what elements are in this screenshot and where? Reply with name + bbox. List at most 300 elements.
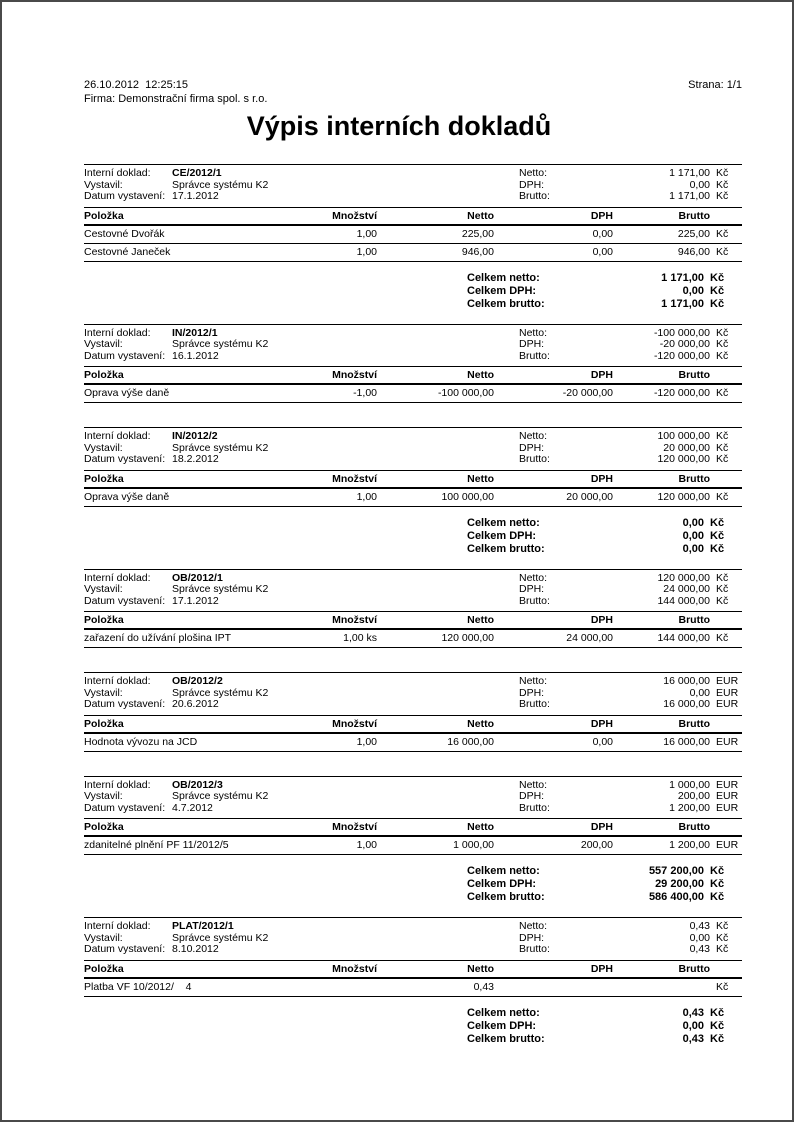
issue-date-value: 18.2.2012 xyxy=(172,453,219,465)
netto-label: Netto: xyxy=(519,571,548,584)
column-qty: Množství xyxy=(332,614,377,626)
document-netto-currency: EUR xyxy=(716,778,739,791)
document-number: OB/2012/2 xyxy=(172,675,223,687)
column-brutto: Brutto xyxy=(678,472,710,485)
spacer xyxy=(84,865,467,878)
netto-label: Netto: xyxy=(519,326,548,339)
totals-brutto-currency: Kč xyxy=(710,542,725,555)
column-item: Položka xyxy=(84,821,124,833)
brutto-label: Brutto: xyxy=(519,943,550,955)
issue-date-value: 8.10.2012 xyxy=(172,943,219,955)
issue-date-label: Datum vystavení: xyxy=(84,698,166,710)
column-netto: Netto xyxy=(467,614,494,626)
totals-dph-value: 29 200,00 xyxy=(655,878,704,890)
item-netto: 225,00 xyxy=(461,227,494,240)
table-header xyxy=(84,611,742,630)
item-name: zařazení do užívání plošina IPT xyxy=(84,632,232,644)
spacer xyxy=(84,1020,467,1033)
item-netto: 0,43 xyxy=(473,980,494,993)
column-item: Položka xyxy=(84,472,124,485)
column-currency-spacer xyxy=(710,614,742,626)
column-qty: Množství xyxy=(332,821,377,833)
item-qty: 1,00 xyxy=(356,245,377,258)
totals-brutto-currency: Kč xyxy=(710,297,725,310)
column-item: Položka xyxy=(84,369,124,381)
column-netto: Netto xyxy=(467,209,494,222)
totals-dph-value: 0,00 xyxy=(682,1019,704,1032)
column-currency-spacer xyxy=(710,821,742,833)
document-brutto: 1 200,00 xyxy=(669,801,710,814)
spacer xyxy=(84,530,467,543)
document-meta xyxy=(84,428,742,470)
issue-date-value: 20.6.2012 xyxy=(172,698,219,710)
issued-by-value: Správce systému K2 xyxy=(172,338,269,350)
document-brutto-currency: Kč xyxy=(716,594,729,607)
group-totals xyxy=(84,272,742,311)
issue-date-value: 4.7.2012 xyxy=(172,801,213,814)
document-brutto-currency: Kč xyxy=(716,453,729,465)
spacer xyxy=(84,878,467,891)
issued-by-value: Správce systému K2 xyxy=(172,686,269,699)
document-dph-currency: EUR xyxy=(716,790,739,802)
spacer xyxy=(84,543,467,556)
column-dph: DPH xyxy=(590,614,613,626)
page-number: Strana: 1/1 xyxy=(688,79,742,91)
document-dph-currency: Kč xyxy=(716,931,729,944)
totals-netto-currency: Kč xyxy=(710,271,725,284)
dph-label: DPH: xyxy=(519,441,545,454)
spacer xyxy=(84,1007,467,1020)
document-netto-currency: Kč xyxy=(716,430,729,442)
document-brutto-currency: Kč xyxy=(716,943,729,955)
document-netto-currency: Kč xyxy=(716,920,729,932)
spacer xyxy=(84,298,467,311)
document-meta xyxy=(84,777,742,819)
document-dph: 0,00 xyxy=(689,686,710,699)
item-dph: 0,00 xyxy=(592,735,613,748)
spacer xyxy=(84,517,467,530)
document-section xyxy=(84,569,742,649)
item-rows xyxy=(84,837,742,855)
item-qty: -1,00 xyxy=(353,387,377,399)
totals-dph-currency: Kč xyxy=(710,284,725,297)
totals-brutto-label: Celkem brutto: xyxy=(467,297,545,310)
netto-label: Netto: xyxy=(519,920,548,932)
issue-date-label: Datum vystavení: xyxy=(84,349,166,362)
issued-by-label: Vystavil: xyxy=(84,338,123,350)
table-header xyxy=(84,366,742,385)
dph-label: DPH: xyxy=(519,790,545,802)
totals-netto-currency: Kč xyxy=(710,1006,725,1019)
document-brutto: 120 000,00 xyxy=(657,453,710,465)
netto-label: Netto: xyxy=(519,167,548,179)
totals-netto-line xyxy=(84,517,742,530)
document-netto: -100 000,00 xyxy=(653,326,710,339)
totals-netto-currency: Kč xyxy=(710,865,725,877)
totals-netto-value: 0,43 xyxy=(682,1006,704,1019)
brutto-label: Brutto: xyxy=(519,190,550,202)
column-qty: Množství xyxy=(332,717,377,730)
brutto-label: Brutto: xyxy=(519,801,550,814)
issue-date-value: 16.1.2012 xyxy=(172,349,219,362)
item-qty: 1,00 xyxy=(356,839,377,851)
document-brutto-currency: EUR xyxy=(716,698,739,710)
table-header xyxy=(84,960,742,979)
column-brutto: Brutto xyxy=(678,614,710,626)
table-header xyxy=(84,818,742,837)
issue-date-label: Datum vystavení: xyxy=(84,801,166,814)
spacer xyxy=(84,285,467,298)
item-rows xyxy=(84,630,742,648)
document-netto-currency: Kč xyxy=(716,571,729,584)
column-item: Položka xyxy=(84,614,124,626)
totals-dph-value: 0,00 xyxy=(682,529,704,542)
brutto-label: Brutto: xyxy=(519,594,550,607)
document-netto: 1 171,00 xyxy=(669,167,710,179)
item-brutto: 1 200,00 xyxy=(669,839,710,851)
item-currency: EUR xyxy=(716,839,739,851)
column-brutto: Brutto xyxy=(678,209,710,222)
item-row xyxy=(84,385,742,403)
document-dph-currency: Kč xyxy=(716,178,729,191)
column-dph: DPH xyxy=(590,472,613,485)
page-header xyxy=(84,78,742,92)
report-content xyxy=(84,78,742,1046)
document-dph: 0,00 xyxy=(689,931,710,944)
document-brutto-currency: EUR xyxy=(716,801,739,814)
document-section xyxy=(84,776,742,856)
document-netto: 16 000,00 xyxy=(663,675,710,687)
totals-netto-label: Celkem netto: xyxy=(467,516,540,529)
totals-dph-label: Celkem DPH: xyxy=(467,284,537,297)
totals-dph-line xyxy=(84,530,742,543)
issued-by-value: Správce systému K2 xyxy=(172,583,269,595)
document-brutto: -120 000,00 xyxy=(653,349,710,362)
totals-dph-value: 0,00 xyxy=(682,284,704,297)
totals-brutto-label: Celkem brutto: xyxy=(467,542,545,555)
issue-date-label: Datum vystavení: xyxy=(84,594,166,607)
column-currency-spacer xyxy=(710,473,742,485)
item-netto: 100 000,00 xyxy=(441,490,494,503)
item-qty: 1,00 ks xyxy=(343,632,377,644)
column-dph: DPH xyxy=(590,369,613,381)
document-section xyxy=(84,917,742,997)
totals-netto-currency: Kč xyxy=(710,516,725,529)
spacer xyxy=(84,891,467,904)
dph-label: DPH: xyxy=(519,338,545,350)
document-brutto: 0,43 xyxy=(689,943,710,955)
item-netto: 1 000,00 xyxy=(453,839,494,851)
document-brutto: 144 000,00 xyxy=(657,594,710,607)
column-netto: Netto xyxy=(467,962,494,975)
document-section xyxy=(84,672,742,752)
internal-doc-label: Interní doklad: xyxy=(84,430,151,442)
dph-label: DPH: xyxy=(519,686,545,699)
issue-date-label: Datum vystavení: xyxy=(84,943,166,955)
totals-dph-label: Celkem DPH: xyxy=(467,1019,537,1032)
totals-dph-line xyxy=(84,1020,742,1033)
dph-label: DPH: xyxy=(519,178,545,191)
issued-by-value: Správce systému K2 xyxy=(172,931,269,944)
document-netto-currency: EUR xyxy=(716,675,739,687)
document-netto-currency: Kč xyxy=(716,167,729,179)
issued-by-label: Vystavil: xyxy=(84,931,123,944)
totals-dph-label: Celkem DPH: xyxy=(467,878,537,890)
issued-by-value: Správce systému K2 xyxy=(172,790,269,802)
item-currency: Kč xyxy=(716,227,729,240)
item-rows xyxy=(84,489,742,507)
item-row xyxy=(84,837,742,855)
totals-brutto-currency: Kč xyxy=(710,1032,725,1045)
item-currency: Kč xyxy=(716,387,729,399)
document-netto: 0,43 xyxy=(689,920,710,932)
issued-by-value: Správce systému K2 xyxy=(172,441,269,454)
item-dph: 0,00 xyxy=(592,227,613,240)
item-name: Oprava výše daně xyxy=(84,387,170,399)
document-number: OB/2012/1 xyxy=(172,571,223,584)
column-qty: Množství xyxy=(332,472,377,485)
netto-label: Netto: xyxy=(519,778,548,791)
column-netto: Netto xyxy=(467,369,494,381)
column-brutto: Brutto xyxy=(678,962,710,975)
document-meta xyxy=(84,325,742,367)
document-dph: 24 000,00 xyxy=(663,583,710,595)
document-section xyxy=(84,164,742,262)
totals-netto-value: 557 200,00 xyxy=(648,865,704,877)
issued-by-label: Vystavil: xyxy=(84,178,123,191)
item-qty: 1,00 xyxy=(356,227,377,240)
column-netto: Netto xyxy=(467,472,494,485)
totals-brutto-line xyxy=(84,1033,742,1046)
totals-brutto-currency: Kč xyxy=(710,891,725,903)
document-number: IN/2012/1 xyxy=(172,326,218,339)
item-netto: 946,00 xyxy=(461,245,494,258)
item-name: zdanitelné plnění PF 11/2012/5 xyxy=(84,839,229,851)
item-brutto xyxy=(613,981,710,993)
document-section xyxy=(84,427,742,507)
item-brutto: -120 000,00 xyxy=(653,387,710,399)
item-dph: 0,00 xyxy=(592,245,613,258)
internal-doc-label: Interní doklad: xyxy=(84,675,151,687)
document-brutto: 1 171,00 xyxy=(669,190,710,202)
column-item: Položka xyxy=(84,209,124,222)
column-dph: DPH xyxy=(590,717,613,730)
document-netto: 120 000,00 xyxy=(657,571,710,584)
brutto-label: Brutto: xyxy=(519,698,550,710)
document-dph: -20 000,00 xyxy=(659,338,710,350)
item-rows xyxy=(84,979,742,997)
totals-netto-line xyxy=(84,1007,742,1020)
item-currency: EUR xyxy=(716,735,739,748)
item-brutto: 120 000,00 xyxy=(657,490,710,503)
column-qty: Množství xyxy=(332,209,377,222)
item-qty: 1,00 xyxy=(356,735,377,748)
totals-netto-line xyxy=(84,865,742,878)
table-header xyxy=(84,470,742,489)
totals-dph-currency: Kč xyxy=(710,878,725,890)
document-meta xyxy=(84,165,742,207)
column-currency-spacer xyxy=(710,369,742,381)
spacer xyxy=(84,272,467,285)
column-currency-spacer xyxy=(710,963,742,975)
document-dph-currency: EUR xyxy=(716,686,739,699)
item-currency: Kč xyxy=(716,632,729,644)
document-meta xyxy=(84,673,742,715)
column-qty: Množství xyxy=(332,962,377,975)
item-row xyxy=(84,630,742,648)
item-row xyxy=(84,734,742,752)
company-line: Firma: Demonstrační firma spol. s r.o. xyxy=(84,93,268,105)
item-netto: 120 000,00 xyxy=(441,632,494,644)
totals-brutto-line xyxy=(84,543,742,556)
issue-date-label: Datum vystavení: xyxy=(84,190,166,202)
totals-brutto-value: 1 171,00 xyxy=(661,297,704,310)
document-brutto-currency: Kč xyxy=(716,190,729,202)
brutto-label: Brutto: xyxy=(519,349,550,362)
groups xyxy=(84,164,742,1046)
item-name: Platba VF 10/2012/ 4 xyxy=(84,980,192,993)
totals-netto-label: Celkem netto: xyxy=(467,271,540,284)
document-number: OB/2012/3 xyxy=(172,778,223,791)
internal-doc-label: Interní doklad: xyxy=(84,920,151,932)
column-brutto: Brutto xyxy=(678,717,710,730)
column-currency-spacer xyxy=(710,210,742,222)
totals-brutto-label: Celkem brutto: xyxy=(467,1032,545,1045)
document-dph: 20 000,00 xyxy=(663,441,710,454)
totals-brutto-label: Celkem brutto: xyxy=(467,891,545,903)
issued-by-label: Vystavil: xyxy=(84,686,123,699)
item-brutto: 16 000,00 xyxy=(663,735,710,748)
internal-doc-label: Interní doklad: xyxy=(84,571,151,584)
item-row xyxy=(84,979,742,997)
column-dph: DPH xyxy=(590,209,613,222)
totals-dph-currency: Kč xyxy=(710,529,725,542)
issued-by-value: Správce systému K2 xyxy=(172,178,269,191)
group-totals xyxy=(84,1007,742,1046)
document-netto-currency: Kč xyxy=(716,326,729,339)
column-currency-spacer xyxy=(710,718,742,730)
item-qty: 1,00 xyxy=(356,490,377,503)
print-datetime: 26.10.2012 12:25:15 xyxy=(84,79,188,91)
item-currency: Kč xyxy=(716,980,729,993)
item-dph: -20 000,00 xyxy=(562,387,613,399)
item-name: Cestovné Janeček xyxy=(84,245,171,258)
issued-by-label: Vystavil: xyxy=(84,583,123,595)
issue-date-value: 17.1.2012 xyxy=(172,594,219,607)
group-totals xyxy=(84,865,742,904)
document-dph: 0,00 xyxy=(689,178,710,191)
totals-netto-label: Celkem netto: xyxy=(467,865,540,877)
document-dph-currency: Kč xyxy=(716,583,729,595)
totals-netto-label: Celkem netto: xyxy=(467,1006,540,1019)
totals-brutto-line xyxy=(84,298,742,311)
issued-by-label: Vystavil: xyxy=(84,790,123,802)
item-rows xyxy=(84,734,742,752)
item-currency: Kč xyxy=(716,245,729,258)
table-header xyxy=(84,207,742,226)
internal-doc-label: Interní doklad: xyxy=(84,778,151,791)
document-netto: 100 000,00 xyxy=(657,430,710,442)
dph-label: DPH: xyxy=(519,931,545,944)
document-brutto-currency: Kč xyxy=(716,349,729,362)
item-brutto: 946,00 xyxy=(677,245,710,258)
netto-label: Netto: xyxy=(519,430,548,442)
brutto-label: Brutto: xyxy=(519,453,550,465)
issued-by-label: Vystavil: xyxy=(84,441,123,454)
item-qty xyxy=(264,981,377,993)
table-header xyxy=(84,715,742,734)
totals-dph-line xyxy=(84,878,742,891)
document-section xyxy=(84,324,742,404)
column-item: Položka xyxy=(84,962,124,975)
document-netto: 1 000,00 xyxy=(669,778,710,791)
item-dph: 20 000,00 xyxy=(566,490,613,503)
column-brutto: Brutto xyxy=(678,369,710,381)
item-row xyxy=(84,226,742,244)
item-name: Hodnota vývozu na JCD xyxy=(84,735,198,748)
totals-netto-value: 0,00 xyxy=(682,516,704,529)
document-dph: 200,00 xyxy=(677,790,710,802)
issue-date-value: 17.1.2012 xyxy=(172,190,219,202)
column-item: Položka xyxy=(84,717,124,730)
item-netto: 16 000,00 xyxy=(447,735,494,748)
totals-dph-line xyxy=(84,285,742,298)
column-netto: Netto xyxy=(467,717,494,730)
report-title: Výpis interních dokladů xyxy=(246,111,552,141)
internal-doc-label: Interní doklad: xyxy=(84,326,151,339)
item-dph: 200,00 xyxy=(580,839,613,851)
column-dph: DPH xyxy=(590,821,613,833)
document-dph-currency: Kč xyxy=(716,441,729,454)
document-meta xyxy=(84,570,742,612)
dph-label: DPH: xyxy=(519,583,545,595)
item-row xyxy=(84,489,742,507)
netto-label: Netto: xyxy=(519,675,548,687)
item-row xyxy=(84,244,742,262)
item-dph: 24 000,00 xyxy=(566,632,613,644)
item-dph xyxy=(494,981,613,993)
item-name: Cestovné Dvořák xyxy=(84,227,165,240)
document-brutto: 16 000,00 xyxy=(663,698,710,710)
column-qty: Množství xyxy=(332,369,377,381)
group-totals xyxy=(84,517,742,556)
document-dph-currency: Kč xyxy=(716,338,729,350)
item-brutto: 225,00 xyxy=(677,227,710,240)
item-currency: Kč xyxy=(716,490,729,503)
item-name: Oprava výše daně xyxy=(84,490,170,503)
totals-dph-currency: Kč xyxy=(710,1019,725,1032)
issue-date-label: Datum vystavení: xyxy=(84,453,166,465)
item-rows xyxy=(84,385,742,403)
totals-brutto-line xyxy=(84,891,742,904)
totals-brutto-value: 0,00 xyxy=(682,542,704,555)
spacer xyxy=(84,1033,467,1046)
item-rows xyxy=(84,226,742,262)
document-meta xyxy=(84,918,742,960)
totals-brutto-value: 586 400,00 xyxy=(648,891,704,903)
column-brutto: Brutto xyxy=(678,821,710,833)
item-brutto: 144 000,00 xyxy=(657,632,710,644)
item-netto: -100 000,00 xyxy=(437,387,494,399)
internal-doc-label: Interní doklad: xyxy=(84,167,151,179)
totals-netto-line xyxy=(84,272,742,285)
column-dph: DPH xyxy=(590,962,613,975)
totals-netto-value: 1 171,00 xyxy=(661,271,704,284)
document-number: CE/2012/1 xyxy=(172,167,222,179)
totals-dph-label: Celkem DPH: xyxy=(467,529,537,542)
totals-brutto-value: 0,43 xyxy=(682,1032,704,1045)
column-netto: Netto xyxy=(467,821,494,833)
